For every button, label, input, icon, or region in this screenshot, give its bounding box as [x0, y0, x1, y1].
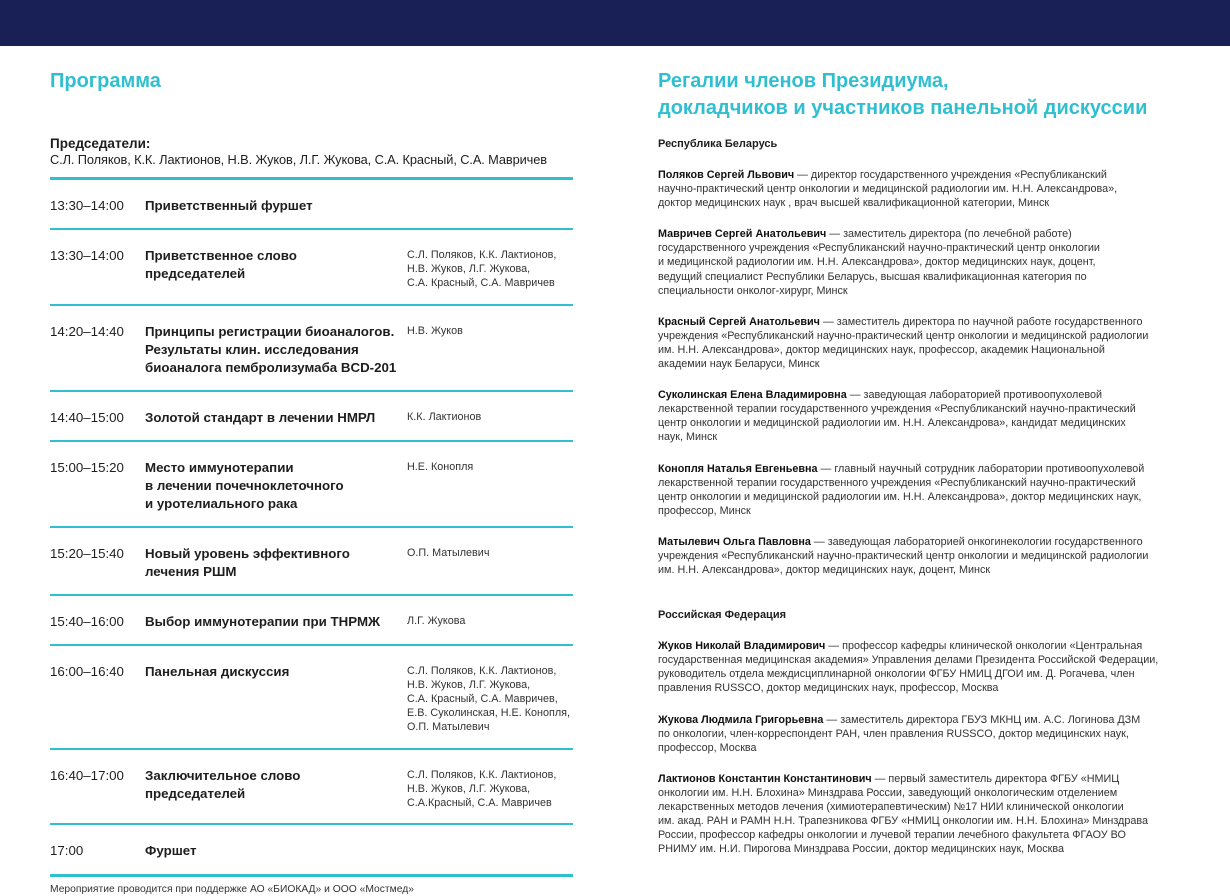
schedule-speakers: О.П. Матылевич — [407, 546, 490, 559]
bio-entry — [658, 713, 1198, 755]
country-heading: Российская Федерация — [658, 609, 786, 622]
bio-name: Мавричев Сергей Анатольевич — [658, 228, 827, 241]
regalia-title — [658, 68, 1198, 122]
schedule-row — [50, 646, 573, 750]
schedule-event: Приветственный фуршет — [145, 198, 313, 213]
schedule-row — [50, 442, 573, 528]
schedule-table — [50, 180, 573, 877]
schedule-event: Приветственное слово председателей — [145, 248, 297, 281]
schedule-speakers: Н.В. Жуков — [407, 324, 463, 337]
schedule-speakers: Л.Г. Жукова — [407, 614, 466, 627]
regalia-title-line2: докладчиков и участников панельной дискуссии — [658, 97, 1148, 119]
schedule-row — [50, 596, 573, 646]
schedule-event: Панельная дискуссия — [145, 663, 290, 679]
schedule-event: Выбор иммунотерапии при ТНРМЖ — [145, 613, 381, 629]
program-title: Программа — [50, 70, 161, 92]
bio-entry — [658, 462, 1198, 518]
schedule-speakers: С.Л. Поляков, К.К. Лактионов, Н.В. Жуков, Л.Г. Жукова, С.А. Красный, С.А. Мавричев, Е.В. Суколинская, Н.Е. Конопля, О.П. Матылевич — [407, 664, 570, 734]
bio-entry — [658, 315, 1198, 371]
schedule-row — [50, 392, 573, 442]
schedule-row — [50, 528, 573, 596]
schedule-time: 13:30–14:00 — [50, 198, 124, 213]
schedule-time: 15:00–15:20 — [50, 459, 124, 475]
schedule-row — [50, 230, 573, 306]
bio-name: Жуков Николай Владимирович — [658, 640, 826, 653]
schedule-speakers: Н.Е. Конопля — [407, 460, 474, 473]
bio-name: Жукова Людмила Григорьевна — [658, 713, 824, 726]
bio-entry — [658, 639, 1198, 695]
schedule-time: 16:00–16:40 — [50, 663, 124, 679]
program-column — [50, 68, 573, 896]
bio-text: — директор государственного учреждения «Республиканский научно-практический центр онкологии и медицинской радиологии им. Н.Н. Александрова», доктор медицинских наук , врач высшей квалификационной категории, Минск — [658, 169, 1118, 210]
bio-entry — [658, 168, 1198, 210]
bio-entry — [658, 535, 1198, 577]
schedule-speakers — [407, 197, 573, 215]
bios-list — [658, 137, 1198, 856]
bio-name: Конопля Наталья Евгеньевна — [658, 462, 818, 475]
bio-name: Лактионов Константин Константинович — [658, 772, 872, 785]
schedule-event: Заключительное слово председателей — [145, 767, 301, 801]
bio-text: — заведующая лабораторией противоопухолевой лекарственной терапии государственного учреждения «Республиканский научно-практический центр онкологии и медицинской радиологии им. Н.Н. Александрова», кандидат медицинских наук, Минск — [658, 389, 1136, 444]
sponsor-footnote: Мероприятие проводится при поддержке АО «БИОКАД» и ООО «Мостмед» — [50, 884, 414, 896]
schedule-event: Фуршет — [145, 843, 197, 859]
bio-text: — заведующая лабораторией онкогинекологии государственного учреждения «Республиканский научно-практический центр онкологии и медицинской радиологии им. Н.Н. Александрова», доктор медицинских наук, доцент, Минск — [658, 535, 1149, 577]
top-banner — [0, 0, 1230, 46]
country-heading: Республика Беларусь — [658, 138, 778, 150]
schedule-row — [50, 306, 573, 392]
bio-name: Суколинская Елена Владимировна — [658, 389, 847, 402]
bio-name: Поляков Сергей Львович — [658, 169, 795, 181]
schedule-speakers: К.К. Лактионов — [407, 410, 482, 423]
bio-text: — заместитель директора (по лечебной работе) государственного учреждения «Республиканский научно-практический центр онкологии и медицинской радиологии им. Н.Н. Александрова», доктор медицинских наук, доцент, ведущий специалист Республики Беларусь, высшая квалификационная категория по специальности онколог-хирург, Минск — [658, 228, 1100, 297]
schedule-speakers — [407, 842, 573, 860]
bio-text: — заместитель директора ГБУЗ МКНЦ им. А.С. Логинова ДЗМ по онкологии, член-корреспондент РАН, член правления RUSSCO, доктор медицинских наук, профессор, Москва — [658, 713, 1141, 754]
schedule-speakers: С.Л. Поляков, К.К. Лактионов, Н.В. Жуков, Л.Г. Жукова, С.А.Красный, С.А. Мавричев — [407, 768, 557, 810]
bio-name: Матылевич Ольга Павловна — [658, 535, 811, 548]
schedule-time: 17:00 — [50, 843, 84, 859]
schedule-time: 16:40–17:00 — [50, 767, 124, 783]
bio-name: Красный Сергей Анатольевич — [658, 315, 820, 328]
schedule-event: Золотой стандарт в лечении НМРЛ — [145, 409, 376, 425]
schedule-time: 13:30–14:00 — [50, 248, 124, 263]
schedule-time: 15:40–16:00 — [50, 613, 124, 629]
bio-entry — [658, 388, 1198, 444]
bio-text: — заместитель директора по научной работе государственного учреждения «Республиканский научно-практический центр онкологии и медицинской радиологии им. Н.Н. Александрова», доктор медицинских наук, профессор, академик Национальной академии наук Беларуси, Минск — [658, 315, 1149, 371]
bio-text: — главный научный сотрудник лаборатории противоопухолевой лекарственной терапии государственного учреждения «Республиканский научно-практический центр онкологии и медицинской радиологии им. Н.Н. Александрова», доктор медицинских наук, профессор, Минск — [658, 462, 1145, 517]
schedule-event: Новый уровень эффективного лечения РШМ — [145, 545, 350, 579]
regalia-column — [658, 68, 1198, 856]
bio-text: — профессор кафедры клинической онкологии «Центральная государственная медицинская академия» Управления делами Президента Российской Федерации, руководитель отдела междисциплинарной онкологии ФГБУ НМИЦ ДГОИ им. Д. Рогачева, член правления RUSSCO, доктор медицинских наук, профессор, Москва — [658, 640, 1159, 695]
bio-text: — первый заместитель директора ФГБУ «НМИЦ онкологии им. Н.Н. Блохина» Минздрава России, заведующий онкологическим отделением лекарственных методов лечения (химиотерапевтическим) №17 НИИ клинической онкологии им. акад. РАН и РАМН Н.Н. Трапезникова ФГБУ «НМИЦ онкологии им. Н.Н. Блохина» Минздрава России, профессор кафедры онкологии и лучевой терапии лечебного факультета ФГАОУ ВО РНИМУ им. Н.И. Пирогова Минздрава России, доктор медицинских наук, Москва — [658, 772, 1148, 856]
chairs-label: Председатели: — [50, 136, 151, 151]
schedule-row — [50, 180, 573, 230]
regalia-title-line1: Регалии членов Президиума, — [658, 70, 949, 92]
schedule-row — [50, 750, 573, 826]
schedule-speakers: С.Л. Поляков, К.К. Лактионов, Н.В. Жуков, Л.Г. Жукова, С.А. Красный, С.А. Мавричев — [407, 249, 557, 290]
schedule-row — [50, 825, 573, 877]
bio-entry — [658, 227, 1198, 297]
bio-entry — [658, 772, 1198, 857]
schedule-event: Место иммунотерапии в лечении почечноклеточного и уротелиального рака — [145, 459, 344, 511]
chairs-names: С.Л. Поляков, К.К. Лактионов, Н.В. Жуков, Л.Г. Жукова, С.А. Красный, С.А. Мавричев — [50, 152, 547, 167]
schedule-time: 15:20–15:40 — [50, 545, 124, 561]
schedule-event: Принципы регистрации биоаналогов. Результаты клин. исследования биоаналога пембролизумаба BCD-201 — [145, 323, 397, 375]
schedule-time: 14:20–14:40 — [50, 323, 124, 339]
schedule-time: 14:40–15:00 — [50, 409, 124, 425]
